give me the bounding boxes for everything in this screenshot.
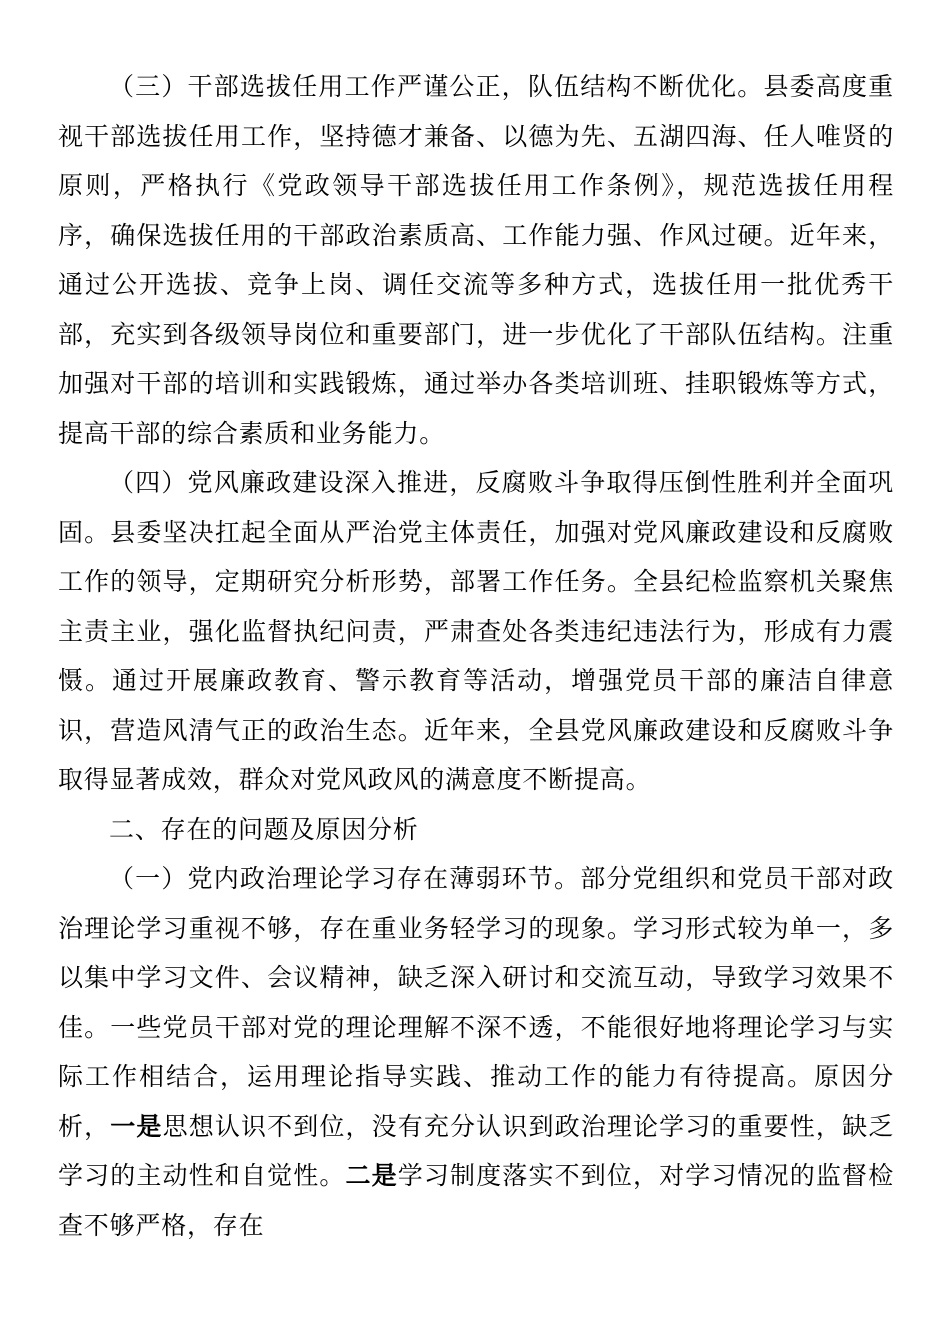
theory-study-text-1: （一）党内政治理论学习存在薄弱环节。部分党组织和党员干部对政治理论学习重视不够，存在重业务轻学习的现象。学习形式较为单一，多以集中学习文件、会议精神，缺乏深入研讨和交流互动，导致学习效果不佳。一些党员干部对党的理论理解不深不透，不能很好地将理论学习与实际工作相结合，运用理论指导实践、推动工作的能力有待提高。原因分析， — [58, 864, 894, 1141]
paragraph-anti-corruption: （四）党风廉政建设深入推进，反腐败斗争取得压倒性胜利并全面巩固。县委坚决扛起全面从严治党主体责任，加强对党风廉政建设和反腐败工作的领导，定期研究分析形势，部署工作任务。全县纪检监察机关聚焦主责主业，强化监督执纪问责，严肃查处各类违纪违法行为，形成有力震慑。通过开展廉政教育、警示教育等活动，增强党员干部的廉洁自律意识，营造风清气正的政治生态。近年来，全县党风廉政建设和反腐败斗争取得显著成效，群众对党风政风的满意度不断提高。 — [58, 468, 894, 794]
section-heading: 二、存在的问题及原因分析 — [109, 814, 419, 844]
paragraph-theory-study — [58, 854, 894, 1250]
reason-two-label: 二是 — [345, 1161, 398, 1190]
document-page — [58, 62, 894, 1250]
theory-study-text-2: 思想认识不到位，没有充分认识到政治理论学习的重要性，缺乏学习的主动性和自觉性。 — [58, 1111, 895, 1190]
reason-one-label: 一是 — [110, 1111, 163, 1141]
theory-study-text-3: 学习制度落实不到位，对学习情况的监督检查不够严格，存在 — [58, 1161, 894, 1240]
paragraph-cadre-selection: （三）干部选拔任用工作严谨公正，队伍结构不断优化。县委高度重视干部选拔任用工作，坚持德才兼备、以德为先、五湖四海、任人唯贤的原则，严格执行《党政领导干部选拔任用工作条例》，规范选拔任用程序，确保选拔任用的干部政治素质高、工作能力强、作风过硬。近年来，通过公开选拔、竞争上岗、调任交流等多种方式，选拔任用一批优秀干部，充实到各级领导岗位和重要部门，进一步优化了干部队伍结构。注重加强对干部的培训和实践锻炼，通过举办各类培训班、挂职锻炼等方式，提高干部的综合素质和业务能力。 — [58, 72, 894, 448]
